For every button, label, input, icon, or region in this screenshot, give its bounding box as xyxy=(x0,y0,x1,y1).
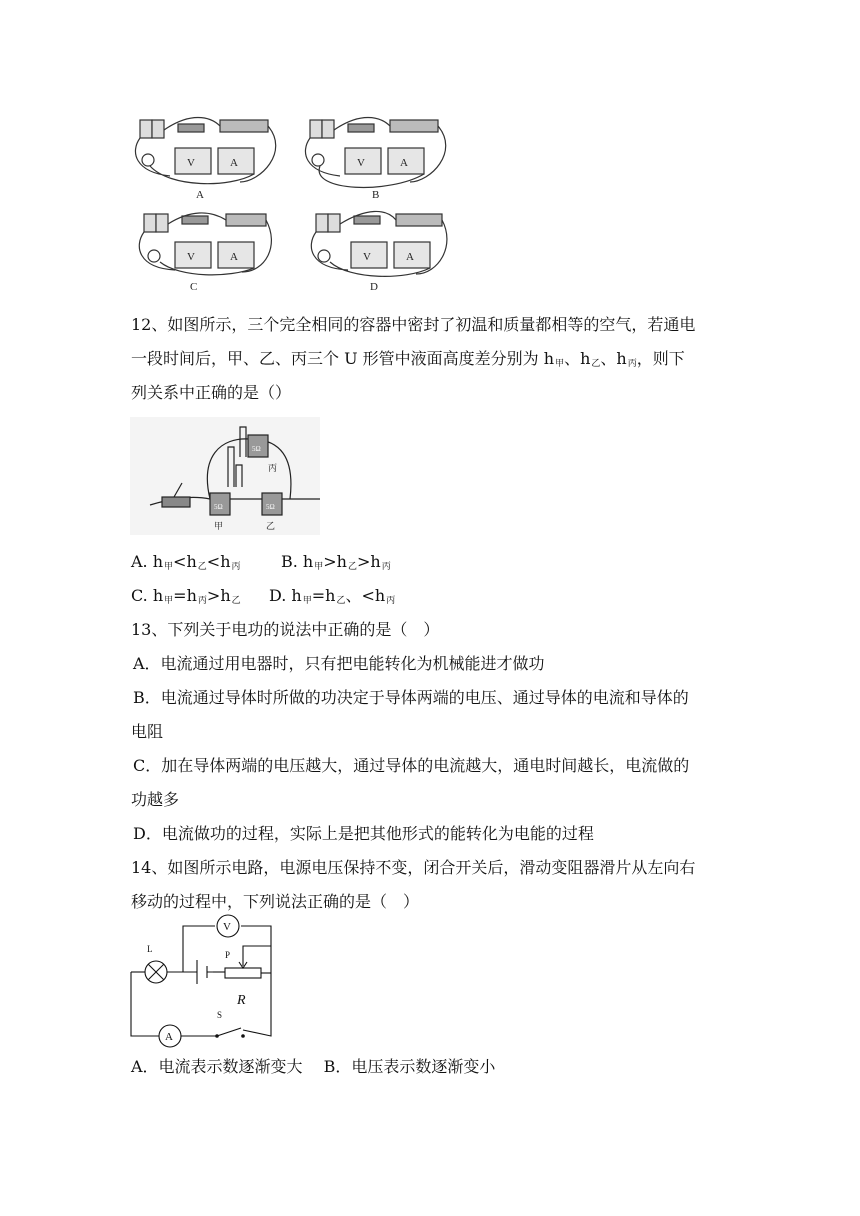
q12-figure xyxy=(130,417,320,535)
svg-text:A: A xyxy=(230,251,238,263)
q14-options-ab: A．电流表示数逐渐变大 B．电压表示数逐渐变小 xyxy=(131,1057,496,1076)
svg-text:V: V xyxy=(187,157,195,169)
svg-text:V: V xyxy=(187,251,195,263)
q12-stem-line3: 列关系中正确的是（） xyxy=(131,383,292,402)
svg-text:V: V xyxy=(363,251,371,263)
q11-figure xyxy=(130,112,450,302)
q11-panel-b xyxy=(305,118,445,188)
slider-label: P xyxy=(225,950,231,960)
q12-resistor-label: 5Ω xyxy=(266,503,275,511)
q11-panel-c xyxy=(139,213,271,275)
q12-resistor-label: 5Ω xyxy=(214,503,223,511)
q12-option-b: B. $h_甲>h_乙>h_丙$ xyxy=(281,552,391,572)
svg-text:A: A xyxy=(400,157,408,169)
voltmeter-icon xyxy=(217,915,239,937)
q12-resistor-label: 5Ω xyxy=(252,445,261,453)
q12-label-bing: 丙 xyxy=(268,463,278,473)
svg-text:A: A xyxy=(406,251,414,263)
q13-option-d: D．电流做功的过程，实际上是把其他形式的能转化为电能的过程 xyxy=(133,824,594,843)
q13-option-b-line1: B．电流通过导体时所做的功决定于导体两端的电压、通过导体的电流和导体的 xyxy=(133,688,689,707)
q14-stem-line1: 14、如图所示电路，电源电压保持不变，闭合开关后，滑动变阻器滑片从左向右 xyxy=(131,858,696,877)
q11-label-a: A xyxy=(196,189,204,201)
q12-option-a: A. $h_甲<h_乙<h_丙$ xyxy=(131,552,241,572)
q13-stem: 13、下列关于电功的说法中正确的是（ ） xyxy=(131,620,440,639)
lamp-icon xyxy=(145,961,167,983)
q13-option-c-line2: 功越多 xyxy=(131,790,180,809)
q11-panel-d xyxy=(311,211,447,276)
switch-label: S xyxy=(217,1010,223,1020)
svg-text:A: A xyxy=(230,157,238,169)
q12-label-yi: 乙 xyxy=(266,521,276,531)
q12-option-c: C. $h_甲=h_丙>h_乙$ xyxy=(131,586,241,606)
q13-option-b-line2: 电阻 xyxy=(131,722,164,741)
q12-label-jia: 甲 xyxy=(214,521,224,531)
q11-panel-a xyxy=(135,118,275,184)
svg-text:A: A xyxy=(165,1031,173,1043)
rheostat-label: R xyxy=(237,993,246,1008)
q12-option-d: D. $h_甲=h_乙$、$<h_丙$ xyxy=(269,586,396,606)
ammeter-icon xyxy=(159,1025,181,1047)
lamp-label: L xyxy=(147,944,153,954)
q11-label-d: D xyxy=(370,281,378,293)
svg-text:V: V xyxy=(357,157,365,169)
q13-option-a: A．电流通过用电器时，只有把电能转化为机械能进才做功 xyxy=(133,654,545,673)
q14-circuit-diagram xyxy=(125,912,285,1054)
svg-text:V: V xyxy=(223,921,231,933)
q12-stem-line1: 12、如图所示，三个完全相同的容器中密封了初温和质量都相等的空气，若通电 xyxy=(131,315,696,334)
q13-option-c-line1: C．加在导体两端的电压越大，通过导体的电流越大，通电时间越长，电流做的 xyxy=(133,756,690,775)
q11-label-c: C xyxy=(190,281,198,293)
q12-stem-line2: 一段时间后，甲、乙、丙三个 U 形管中液面高度差分别为 $h_甲$、$h_乙$、$h_丙$，则下 xyxy=(131,349,685,369)
q11-label-b: B xyxy=(372,189,380,201)
q14-stem-line2: 移动的过程中，下列说法正确的是（ ） xyxy=(131,892,420,911)
